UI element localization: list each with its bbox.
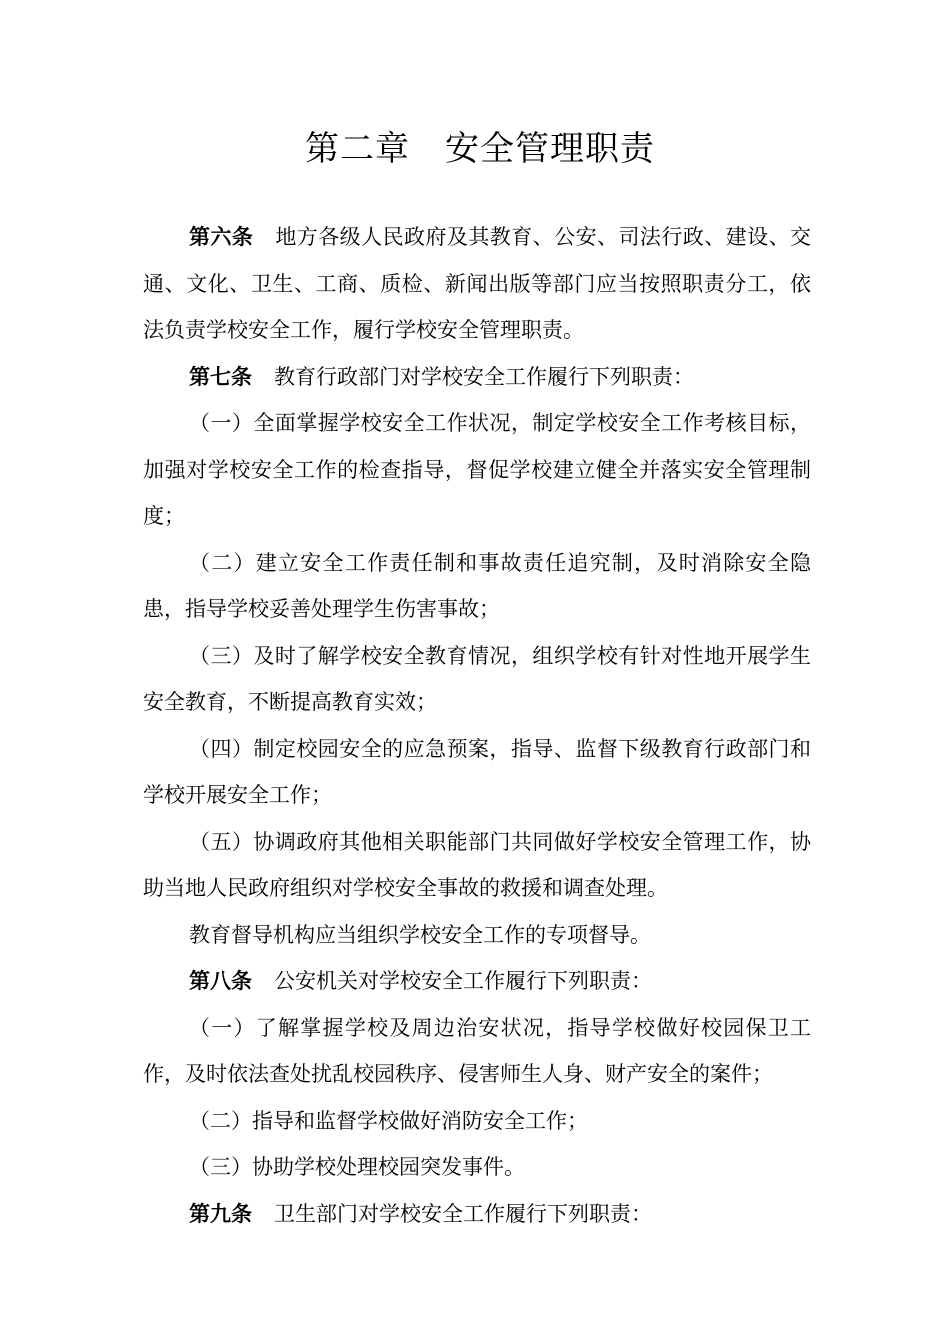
paragraph-text: （三）协助学校处理校园突发事件。 — [189, 1155, 525, 1179]
paragraph-item — [143, 912, 811, 959]
paragraph-item — [143, 1005, 811, 1098]
paragraph-item — [143, 540, 811, 633]
paragraph-text: （一）了解掌握学校及周边治安状况，指导学校做好校园保卫工作，及时依法查处扰乱校园秩序、侵害师生人身、财产安全的案件； — [143, 1015, 811, 1086]
paragraph-article-9 — [143, 1191, 811, 1238]
paragraph-item — [143, 819, 811, 912]
article-number: 第六条 — [189, 225, 254, 249]
paragraph-item — [143, 633, 811, 726]
paragraph-article-6 — [143, 214, 811, 354]
paragraph-text: （三）及时了解学校安全教育情况，组织学校有针对性地开展学生安全教育，不断提高教育实效； — [143, 643, 811, 714]
paragraph-text: 公安机关对学校安全工作履行下列职责： — [274, 969, 652, 993]
paragraph-text: （二）建立安全工作责任制和事故责任追究制，及时消除安全隐患，指导学校妥善处理学生伤害事故； — [143, 550, 811, 621]
paragraph-text: （二）指导和监督学校做好消防安全工作； — [189, 1108, 588, 1133]
paragraph-text: 卫生部门对学校安全工作履行下列职责： — [274, 1201, 652, 1226]
paragraph-item — [143, 726, 811, 819]
paragraph-text: （四）制定校园安全的应急预案，指导、监督下级教育行政部门和学校开展安全工作； — [143, 736, 811, 807]
article-number: 第九条 — [189, 1201, 252, 1226]
paragraph-item — [143, 1144, 811, 1191]
paragraph-text: 教育督导机构应当组织学校安全工作的专项督导。 — [189, 922, 651, 947]
paragraph-text: （一）全面掌握学校安全工作状况，制定学校安全工作考核目标，加强对学校安全工作的检查指导，督促学校建立健全并落实安全管理制度； — [143, 411, 811, 528]
document-body — [143, 214, 811, 1237]
article-number: 第八条 — [189, 969, 252, 993]
paragraph-article-7 — [143, 354, 811, 401]
paragraph-text: （五）协调政府其他相关职能部门共同做好学校安全管理工作，协助当地人民政府组织对学校安全事故的救援和调查处理。 — [143, 829, 811, 900]
article-number: 第七条 — [189, 364, 252, 389]
paragraph-item — [143, 400, 811, 540]
paragraph-item — [143, 1098, 811, 1145]
paragraph-article-8 — [143, 958, 811, 1005]
paragraph-text: 教育行政部门对学校安全工作履行下列职责： — [274, 364, 694, 389]
chapter-title: 第二章 安全管理职责 — [305, 129, 655, 169]
paragraph-text: 地方各级人民政府及其教育、公安、司法行政、建设、交通、文化、卫生、工商、质检、新闻出版等部门应当按照职责分工，依法负责学校安全工作，履行学校安全管理职责。 — [143, 225, 812, 342]
